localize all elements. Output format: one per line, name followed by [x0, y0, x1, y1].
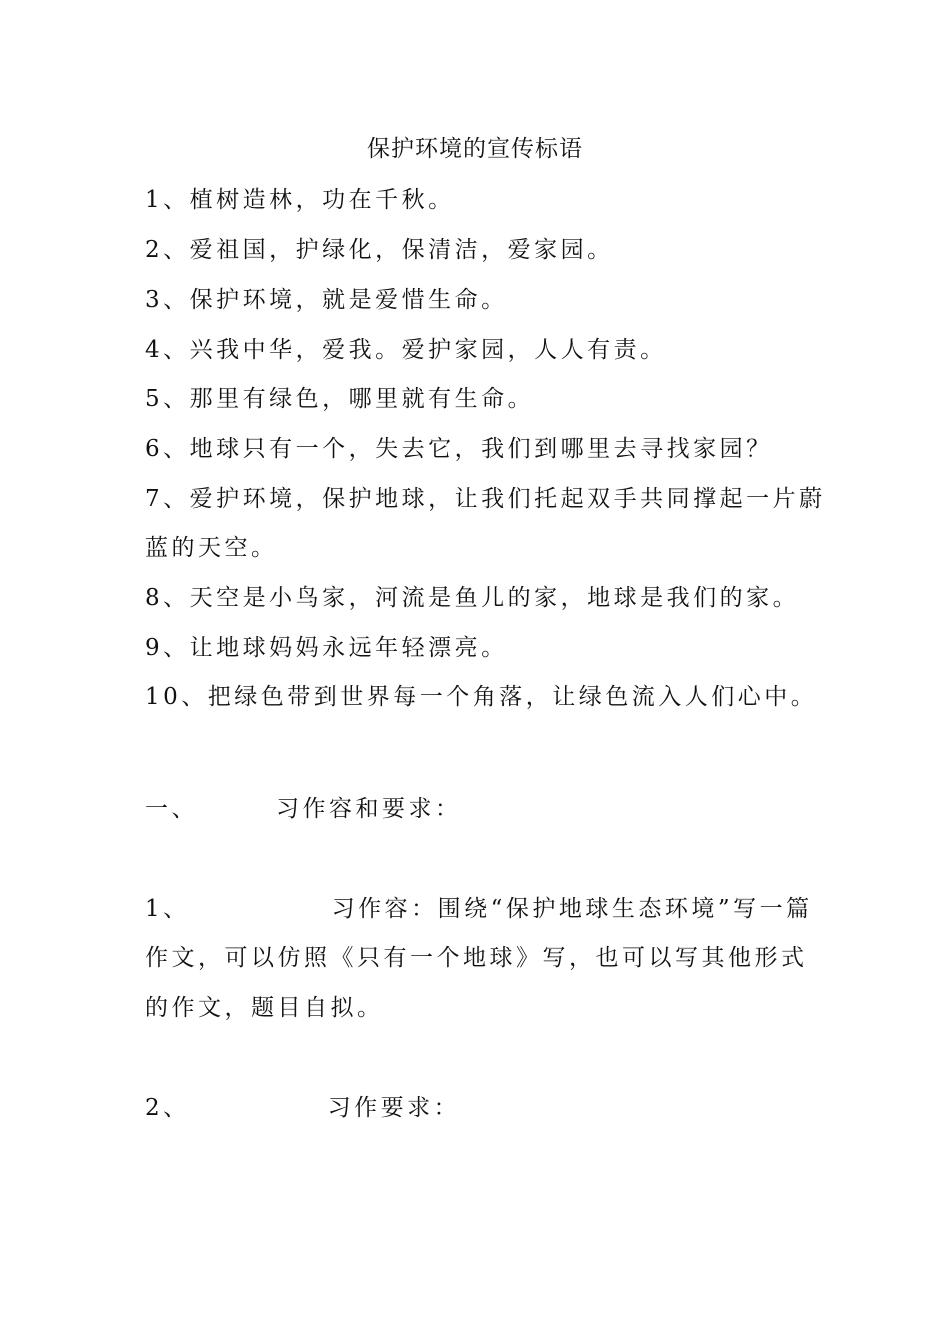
slogan-line: 蓝的天空。 [145, 535, 278, 561]
item-2-number: 2、 [145, 1095, 190, 1121]
slogan-line: 9、让地球妈妈永远年轻漂亮。 [145, 635, 508, 661]
page-title: 保护环境的宣传标语 [367, 136, 583, 162]
item-1-text: 习作容：围绕“保护地球生态环境”写一篇 [331, 896, 813, 922]
slogan-line: 5、那里有绿色，哪里就有生命。 [145, 386, 535, 412]
slogan-line: 4、兴我中华，爱我。爱护家园，人人有责。 [145, 337, 667, 363]
section-heading-text: 习作容和要求： [276, 796, 462, 822]
section-heading [145, 791, 815, 827]
slogan-line: 1、植树造林，功在千秋。 [145, 187, 455, 213]
slogan-line: 8、天空是小鸟家，河流是鱼儿的家，地球是我们的家。 [145, 585, 800, 611]
slogan-line: 7、爱护环境，保护地球，让我们托起双手共同撑起一片蔚 [145, 486, 826, 512]
item-2 [145, 1090, 815, 1126]
item-2-text: 习作要求： [327, 1095, 461, 1121]
slogan-line: 3、保护环境，就是爱惜生命。 [145, 287, 508, 313]
item-1 [145, 891, 815, 927]
section-number: 一、 [145, 796, 198, 822]
item-1-continuation: 作文，可以仿照《只有一个地球》写，也可以写其他形式 [145, 945, 808, 971]
slogan-line: 10、把绿色带到世界每一个角落，让绿色流入人们心中。 [145, 684, 818, 710]
item-1-number: 1、 [145, 896, 190, 922]
item-1-continuation: 的作文，题目自拟。 [145, 995, 384, 1021]
slogan-line: 6、地球只有一个，失去它，我们到哪里去寻找家园？ [145, 436, 773, 462]
slogan-line: 2、爱祖国，护绿化，保清洁，爱家园。 [145, 237, 614, 263]
